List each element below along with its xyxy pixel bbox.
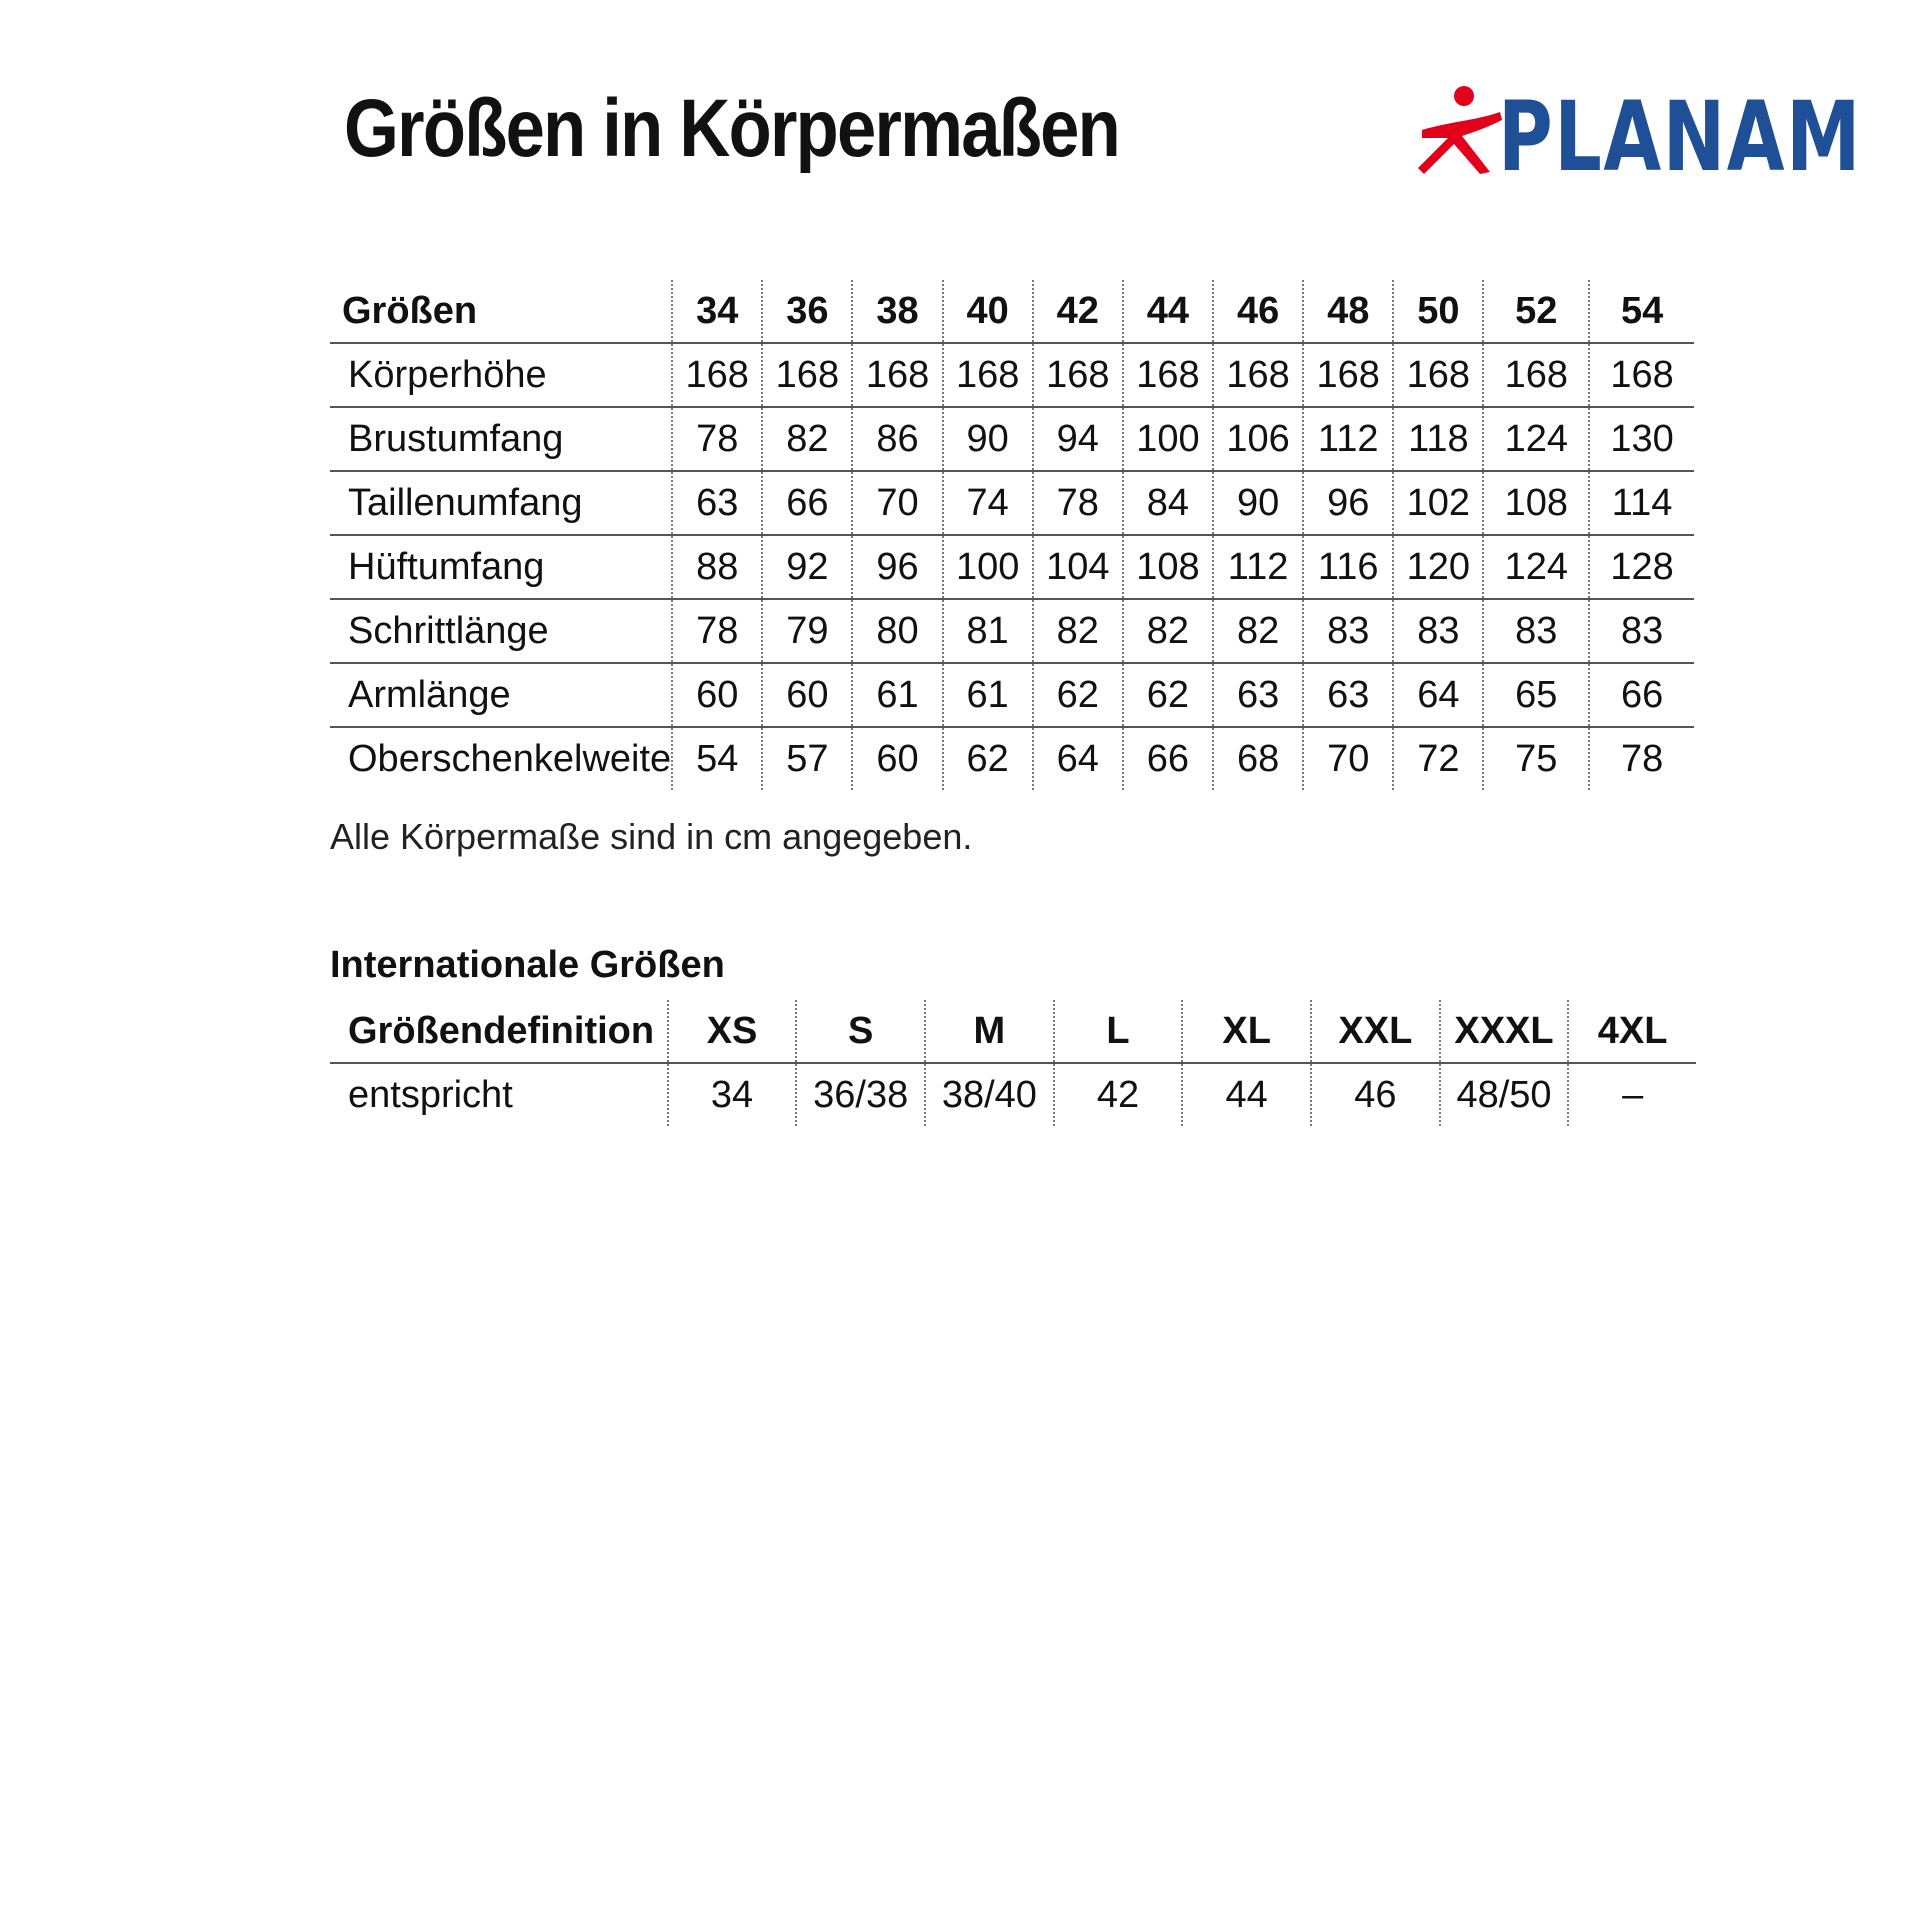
intl-size-cell: L — [1054, 1000, 1183, 1063]
intl-equivalent-row — [330, 1063, 1696, 1126]
measurement-value: 63 — [672, 471, 762, 535]
size-header-cell: 34 — [672, 280, 762, 343]
measurement-row — [330, 599, 1694, 663]
measurement-row — [330, 727, 1694, 790]
intl-value-cell: 44 — [1182, 1063, 1311, 1126]
measurement-value: 63 — [1303, 663, 1393, 727]
measurement-value: 114 — [1589, 471, 1694, 535]
measurement-value: 84 — [1123, 471, 1213, 535]
body-measurements-table — [330, 280, 1694, 790]
measurement-value: 168 — [672, 343, 762, 407]
intl-size-cell: S — [796, 1000, 925, 1063]
measurement-value: 72 — [1393, 727, 1483, 790]
logo-wordmark: PLANAM — [1498, 81, 1862, 193]
measurement-value: 66 — [1123, 727, 1213, 790]
intl-size-cell: M — [925, 1000, 1054, 1063]
international-sizes-table — [330, 1000, 1696, 1126]
units-note: Alle Körpermaße sind in cm angegeben. — [330, 816, 973, 857]
measurement-value: 130 — [1589, 407, 1694, 471]
measurement-value: 124 — [1483, 407, 1589, 471]
size-header-cell: 52 — [1483, 280, 1589, 343]
measurement-value: 83 — [1589, 599, 1694, 663]
intl-value-cell: 34 — [668, 1063, 797, 1126]
measurement-value: 83 — [1393, 599, 1483, 663]
measurement-value: 100 — [1123, 407, 1213, 471]
measurement-value: 75 — [1483, 727, 1589, 790]
measurement-value: 61 — [852, 663, 942, 727]
measurement-label: Körperhöhe — [348, 353, 547, 396]
size-header-cell: 38 — [852, 280, 942, 343]
measurement-value: 108 — [1483, 471, 1589, 535]
size-header-label: Größen — [342, 289, 478, 332]
size-header-cell: 50 — [1393, 280, 1483, 343]
measurement-label: Schrittlänge — [348, 609, 549, 652]
measurement-label: Oberschenkelweite — [348, 737, 672, 780]
measurement-value: 96 — [1303, 471, 1393, 535]
intl-value-cell: 42 — [1054, 1063, 1183, 1126]
measurement-value: 64 — [1393, 663, 1483, 727]
size-header-cell: 42 — [1033, 280, 1123, 343]
measurement-value: 62 — [1123, 663, 1213, 727]
measurement-value: 118 — [1393, 407, 1483, 471]
measurement-value: 63 — [1213, 663, 1303, 727]
measurement-value: 82 — [1033, 599, 1123, 663]
measurement-row — [330, 471, 1694, 535]
measurement-value: 90 — [1213, 471, 1303, 535]
measurement-value: 78 — [1589, 727, 1694, 790]
intl-value-cell: 46 — [1311, 1063, 1440, 1126]
measurement-row — [330, 535, 1694, 599]
measurement-value: 66 — [1589, 663, 1694, 727]
international-sizes-title: Internationale Größen — [330, 944, 725, 986]
measurement-value: 74 — [943, 471, 1033, 535]
measurement-value: 60 — [852, 727, 942, 790]
measurement-value: 68 — [1213, 727, 1303, 790]
measurement-value: 64 — [1033, 727, 1123, 790]
size-header-cell: 48 — [1303, 280, 1393, 343]
measurement-value: 168 — [1303, 343, 1393, 407]
measurement-value: 90 — [943, 407, 1033, 471]
measurement-value: 108 — [1123, 535, 1213, 599]
measurement-value: 82 — [1123, 599, 1213, 663]
measurement-value: 83 — [1483, 599, 1589, 663]
measurement-label: Brustumfang — [348, 417, 564, 460]
measurement-value: 60 — [672, 663, 762, 727]
measurement-value: 82 — [762, 407, 852, 471]
intl-header-label: Größendefinition — [348, 1009, 655, 1052]
measurement-value: 128 — [1589, 535, 1694, 599]
measurement-value: 92 — [762, 535, 852, 599]
measurement-value: 112 — [1303, 407, 1393, 471]
intl-value-cell: 36/38 — [796, 1063, 925, 1126]
intl-value-cell: 38/40 — [925, 1063, 1054, 1126]
intl-value-cell: 48/50 — [1440, 1063, 1569, 1126]
planam-logo — [1418, 81, 1868, 193]
measurement-value: 168 — [1393, 343, 1483, 407]
measurement-row — [330, 343, 1694, 407]
measurement-value: 168 — [943, 343, 1033, 407]
measurement-value: 81 — [943, 599, 1033, 663]
measurement-value: 82 — [1213, 599, 1303, 663]
measurement-label: Taillenumfang — [348, 481, 583, 524]
measurement-value: 120 — [1393, 535, 1483, 599]
page-title: Größen in Körpermaßen — [344, 83, 1119, 174]
measurement-value: 106 — [1213, 407, 1303, 471]
measurement-value: 168 — [1033, 343, 1123, 407]
measurement-value: 112 — [1213, 535, 1303, 599]
measurement-value: 78 — [1033, 471, 1123, 535]
size-header-cell: 46 — [1213, 280, 1303, 343]
intl-size-cell: XXL — [1311, 1000, 1440, 1063]
measurement-value: 168 — [1213, 343, 1303, 407]
measurement-value: 168 — [1483, 343, 1589, 407]
measurement-value: 62 — [943, 727, 1033, 790]
measurement-value: 79 — [762, 599, 852, 663]
size-header-cell: 40 — [943, 280, 1033, 343]
intl-row-label: entspricht — [348, 1073, 513, 1116]
measurement-value: 61 — [943, 663, 1033, 727]
measurement-value: 70 — [1303, 727, 1393, 790]
planam-logo-graphic — [1418, 81, 1868, 193]
measurement-label: Armlänge — [348, 673, 511, 716]
measurement-value: 96 — [852, 535, 942, 599]
size-header-cell: 54 — [1589, 280, 1694, 343]
measurement-value: 94 — [1033, 407, 1123, 471]
size-header-cell: 44 — [1123, 280, 1213, 343]
intl-size-cell: 4XL — [1568, 1000, 1696, 1063]
measurement-row — [330, 407, 1694, 471]
measurement-value: 104 — [1033, 535, 1123, 599]
size-table-body — [330, 343, 1694, 790]
measurement-value: 78 — [672, 599, 762, 663]
measurement-value: 168 — [1123, 343, 1213, 407]
intl-size-cell: XL — [1182, 1000, 1311, 1063]
intl-value-cell: – — [1568, 1063, 1696, 1126]
measurement-value: 80 — [852, 599, 942, 663]
measurement-value: 60 — [762, 663, 852, 727]
size-header-cell: 36 — [762, 280, 852, 343]
measurement-value: 62 — [1033, 663, 1123, 727]
measurement-value: 116 — [1303, 535, 1393, 599]
measurement-value: 100 — [943, 535, 1033, 599]
measurement-value: 78 — [672, 407, 762, 471]
measurement-value: 70 — [852, 471, 942, 535]
measurement-value: 168 — [852, 343, 942, 407]
measurement-value: 168 — [1589, 343, 1694, 407]
measurement-value: 66 — [762, 471, 852, 535]
measurement-value: 83 — [1303, 599, 1393, 663]
measurement-value: 86 — [852, 407, 942, 471]
measurement-value: 57 — [762, 727, 852, 790]
measurement-label: Hüftumfang — [348, 545, 545, 588]
measurement-value: 88 — [672, 535, 762, 599]
intl-header-row — [330, 1000, 1696, 1063]
intl-size-cell: XXXL — [1440, 1000, 1569, 1063]
measurement-value: 168 — [762, 343, 852, 407]
measurement-value: 65 — [1483, 663, 1589, 727]
measurement-value: 102 — [1393, 471, 1483, 535]
intl-size-cell: XS — [668, 1000, 797, 1063]
size-header-row — [330, 280, 1694, 343]
measurement-value: 54 — [672, 727, 762, 790]
measurement-value: 124 — [1483, 535, 1589, 599]
measurement-row — [330, 663, 1694, 727]
